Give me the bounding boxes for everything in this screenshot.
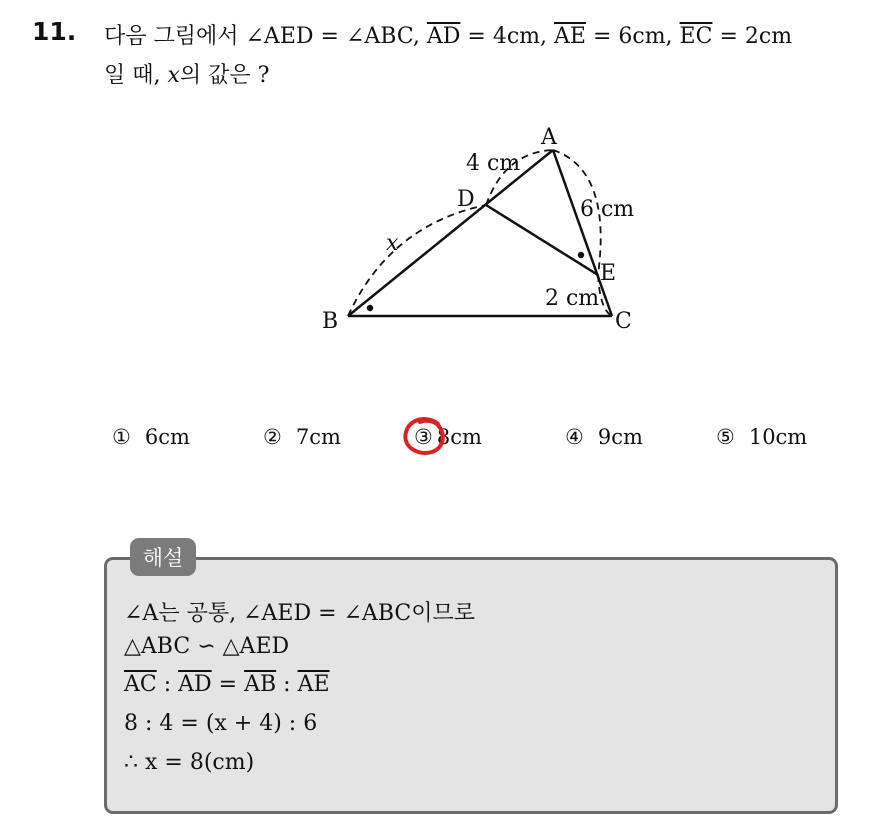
- solution-tag: 해설: [130, 538, 196, 576]
- solution-line-4: 8 : 4 = (x + 4) : 6: [124, 711, 318, 736]
- label-a: A: [541, 125, 557, 150]
- ratio-colon-2: :: [276, 672, 298, 697]
- label-e: E: [600, 261, 617, 286]
- angle-mark-e: [578, 252, 584, 258]
- question-prefix: 다음 그림에서: [104, 24, 246, 49]
- solution-line-3: [124, 672, 330, 697]
- label-b: B: [322, 309, 339, 334]
- choice-5-text: 10cm: [748, 425, 808, 449]
- segment-ad: $\overline{AD}$: [426, 24, 461, 49]
- label-d: D: [457, 187, 475, 212]
- choice-2[interactable]: [263, 425, 341, 449]
- choice-1[interactable]: [112, 425, 190, 449]
- question-variable: x: [167, 63, 180, 88]
- choice-5-mark: ⑤: [716, 425, 735, 449]
- side-ba: [348, 150, 553, 316]
- choice-2-mark: ②: [263, 425, 282, 449]
- choice-3-text: 8cm: [436, 425, 482, 449]
- segment-ac: $\overline{AC}$: [124, 672, 157, 697]
- choice-3-mark: ③: [414, 425, 433, 449]
- solution-line-5: ∴ x = 8(cm): [124, 750, 255, 775]
- solution-line-1: ∠A는 공통, ∠AED = ∠ABC이므로: [124, 601, 475, 626]
- length-ad: 4 cm: [466, 151, 521, 176]
- solution-line-2: △ABC ∽ △AED: [124, 634, 290, 659]
- choice-5[interactable]: [716, 425, 807, 449]
- choice-4-text: 9cm: [597, 425, 643, 449]
- choice-1-mark: ①: [112, 425, 131, 449]
- question-line2-suffix: 의 값은 ?: [179, 63, 270, 88]
- ratio-colon-1: :: [156, 672, 179, 697]
- value-ad: = 4cm,: [460, 24, 554, 49]
- segment-ec: $\overline{EC}$: [679, 24, 713, 49]
- segment-ad-sol: $\overline{AD}$: [178, 672, 212, 697]
- choice-4-mark: ④: [565, 425, 584, 449]
- triangle-figure: [300, 110, 660, 340]
- answer-circle-mark: [400, 414, 450, 460]
- value-ae: = 6cm,: [585, 24, 680, 49]
- segment-ae: $\overline{AE}$: [554, 24, 586, 49]
- label-c: C: [615, 309, 632, 334]
- length-ae: 6 cm: [580, 197, 635, 222]
- question-angle-condition: ∠AED = ∠ABC,: [245, 24, 427, 49]
- length-ec: 2 cm: [545, 286, 600, 311]
- question-line2-prefix: 일 때,: [104, 63, 168, 88]
- segment-ae-sol: $\overline{AE}$: [297, 672, 330, 697]
- choice-4[interactable]: [565, 425, 643, 449]
- choice-1-text: 6cm: [144, 425, 190, 449]
- label-x: x: [386, 231, 399, 256]
- ratio-equals: =: [211, 672, 245, 697]
- segment-ab: $\overline{AB}$: [244, 672, 277, 697]
- value-ec: = 2cm: [712, 24, 793, 49]
- choice-2-text: 7cm: [295, 425, 341, 449]
- angle-mark-b: [367, 305, 373, 311]
- question-number: 11.: [32, 17, 77, 46]
- question-line-2: [104, 58, 269, 89]
- question-line-1: [104, 19, 792, 50]
